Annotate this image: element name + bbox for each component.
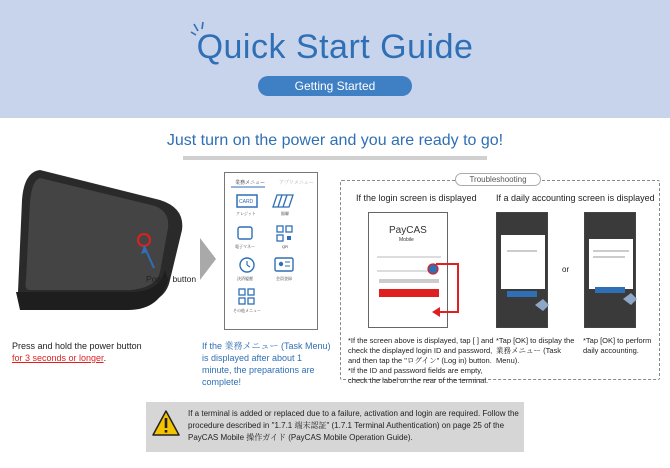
qr-icon — [277, 226, 283, 232]
ok-button-2 — [595, 287, 625, 293]
other-menu-icon — [239, 289, 245, 295]
login-caption: *If the screen above is displayed, tap [ ] and check the displayed login ID and password, and then tap the "ログイン" (Log in) button. *If the ID and password fields are empty, check the label on the rear of the terminal. — [348, 336, 494, 385]
daily-screen-1 — [496, 212, 548, 328]
login-button — [379, 289, 439, 297]
paycas-logo-sub: Mobile — [399, 237, 414, 243]
login-heading: If the login screen is displayed — [356, 193, 477, 203]
unionpay-icon — [273, 195, 293, 207]
svg-text:決済履歴: 決済履歴 — [237, 276, 253, 281]
device-caption-emphasis: for 3 seconds or longer — [12, 353, 104, 363]
paycas-logo: PayCAS — [389, 225, 427, 236]
getting-started-badge: Getting Started — [258, 76, 412, 96]
tab-app-menu: アプリメニュー — [279, 180, 314, 186]
terminal-device-illustration — [10, 160, 210, 320]
power-button-label: Power button — [146, 274, 197, 284]
subtitle: Just turn on the power and you are ready to go! — [166, 132, 504, 149]
troubleshooting-label: Troubleshooting — [455, 173, 541, 186]
svg-text:その他メニュー: その他メニュー — [233, 308, 261, 313]
svg-text:QR: QR — [282, 244, 288, 249]
warning-icon — [152, 410, 180, 436]
next-arrow-icon — [200, 238, 216, 280]
daily-screen-2 — [584, 212, 636, 328]
device-caption-end: . — [103, 353, 107, 363]
tab-task-menu: 業務メニュー — [235, 180, 266, 186]
device-caption-line1: Press and hold the power button — [12, 341, 142, 351]
page-title: Quick Start Guide — [196, 28, 474, 66]
subtitle-underline — [183, 156, 487, 160]
warning-text: If a terminal is added or replaced due to a failure, activation and login are required. Follow the procedure described in "1.7.1 端末認証" (1.7.1 Terminal Authentication) on page 25 of the PayCAS Mobile 操作ガイド (PayCAS Mobile Operation Guide). — [188, 409, 519, 442]
daily-caption-2: *Tap [OK] to perform daily accounting. — [583, 336, 652, 355]
daily-caption-1: *Tap [OK] to display the 業務メニュー (Task Menu). — [496, 336, 575, 365]
svg-text:クレジット: クレジット — [236, 211, 256, 216]
ok-button-1 — [507, 291, 537, 297]
emoney-icon — [238, 227, 252, 239]
daily-heading: If a daily accounting screen is displayed — [496, 193, 655, 203]
task-menu-caption: If the 業務メニュー (Task Menu) is displayed after about 1 minute, the preparations are complete! — [202, 341, 331, 387]
task-menu-screen — [224, 172, 318, 330]
svg-text:会員登録: 会員登録 — [276, 276, 292, 281]
login-red-arrow — [432, 260, 472, 320]
member-icon — [275, 258, 293, 271]
svg-text:銀聯: 銀聯 — [281, 211, 289, 216]
device-caption — [12, 340, 202, 364]
svg-text:電子マネー: 電子マネー — [235, 244, 255, 249]
or-label: or — [562, 265, 570, 274]
card-icon: CARD — [239, 199, 254, 205]
